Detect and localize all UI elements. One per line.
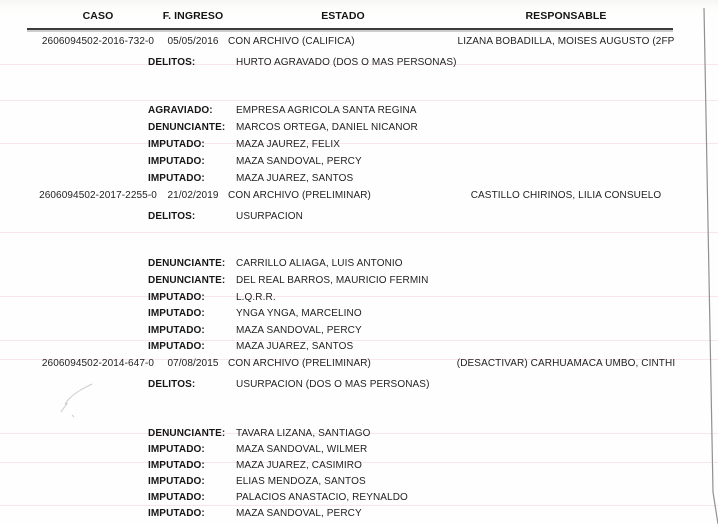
party-row bbox=[0, 155, 718, 168]
party-name: EMPRESA AGRICOLA SANTA REGINA bbox=[236, 105, 417, 116]
party-row bbox=[0, 459, 718, 472]
party-role-label: IMPUTADO: bbox=[148, 492, 205, 503]
party-name: DEL REAL BARROS, MAURICIO FERMIN bbox=[236, 275, 429, 286]
delitos-row bbox=[0, 378, 718, 391]
party-row bbox=[0, 475, 718, 488]
party-row bbox=[0, 291, 718, 304]
scan-pink-line bbox=[0, 505, 718, 506]
party-name: CARRILLO ALIAGA, LUIS ANTONIO bbox=[236, 258, 403, 269]
party-name: ELIAS MENDOZA, SANTOS bbox=[236, 476, 366, 487]
party-role-label: IMPUTADO: bbox=[148, 292, 205, 303]
delitos-row bbox=[0, 56, 718, 69]
party-row bbox=[0, 427, 718, 440]
column-header-responsable: RESPONSABLE bbox=[525, 10, 607, 22]
case-status: CON ARCHIVO (CALIFICA) bbox=[228, 36, 355, 47]
scan-pink-line bbox=[0, 100, 718, 101]
party-name: MAZA JAUREZ, FELIX bbox=[236, 139, 341, 150]
party-role-label: IMPUTADO: bbox=[148, 444, 205, 455]
party-role-label: IMPUTADO: bbox=[148, 460, 205, 471]
case-row bbox=[0, 35, 718, 48]
party-role-label: DENUNCIANTE: bbox=[148, 122, 226, 133]
party-role-label: IMPUTADO: bbox=[148, 508, 205, 519]
delitos-row bbox=[0, 210, 718, 223]
delitos-label: DELITOS: bbox=[148, 57, 196, 68]
delitos-value: USURPACION (DOS O MAS PERSONAS) bbox=[236, 379, 430, 390]
party-row bbox=[0, 104, 718, 117]
case-row bbox=[0, 189, 718, 202]
party-name: TAVARA LIZANA, SANTIAGO bbox=[236, 428, 371, 439]
party-role-label: IMPUTADO: bbox=[148, 173, 205, 184]
party-role-label: DENUNCIANTE: bbox=[148, 275, 226, 286]
party-row bbox=[0, 257, 718, 270]
party-row bbox=[0, 274, 718, 287]
party-role-label: IMPUTADO: bbox=[148, 325, 205, 336]
party-role-label: AGRAVIADO: bbox=[148, 105, 213, 116]
party-name: L.Q.R.R. bbox=[236, 292, 276, 303]
case-number: 2606094502-2017-2255-0 bbox=[39, 190, 157, 201]
party-row bbox=[0, 138, 718, 151]
delitos-value: USURPACION bbox=[236, 211, 303, 222]
case-row bbox=[0, 357, 718, 370]
party-role-label: DENUNCIANTE: bbox=[148, 258, 226, 269]
case-number: 2606094502-2016-732-0 bbox=[41, 36, 155, 47]
scan-pink-line bbox=[0, 232, 718, 233]
party-name: PALACIOS ANASTACIO, REYNALDO bbox=[236, 492, 408, 503]
delitos-value: HURTO AGRAVADO (DOS O MAS PERSONAS) bbox=[236, 57, 457, 68]
party-row bbox=[0, 307, 718, 320]
case-date: 07/08/2015 bbox=[167, 358, 219, 369]
column-header-caso: CASO bbox=[82, 10, 114, 22]
case-responsible: CASTILLO CHIRINOS, LILIA CONSUELO bbox=[470, 190, 662, 201]
party-name: YNGA YNGA, MARCELINO bbox=[236, 308, 362, 319]
case-date: 21/02/2019 bbox=[167, 190, 219, 201]
case-date: 05/05/2016 bbox=[167, 36, 219, 47]
scan-edge-vertical-line bbox=[704, 8, 713, 492]
party-role-label: DENUNCIANTE: bbox=[148, 428, 226, 439]
party-row bbox=[0, 324, 718, 337]
party-row bbox=[0, 121, 718, 134]
case-responsible: (DESACTIVAR) CARHUAMACA UMBO, CINTHI bbox=[456, 358, 676, 369]
delitos-label: DELITOS: bbox=[148, 379, 196, 390]
case-number: 2606094502-2014-647-0 bbox=[41, 358, 155, 369]
party-row bbox=[0, 443, 718, 456]
party-name: MAZA SANDOVAL, PERCY bbox=[236, 156, 362, 167]
party-name: MAZA JUAREZ, CASIMIRO bbox=[236, 460, 363, 471]
header-rule-line bbox=[27, 28, 673, 30]
party-name: MAZA JUAREZ, SANTOS bbox=[236, 341, 354, 352]
delitos-label: DELITOS: bbox=[148, 211, 196, 222]
party-role-label: IMPUTADO: bbox=[148, 476, 205, 487]
column-header-estado: ESTADO bbox=[321, 10, 365, 22]
party-row bbox=[0, 172, 718, 185]
party-name: MAZA SANDOVAL, WILMER bbox=[236, 444, 368, 455]
party-name: MAZA SANDOVAL, PERCY bbox=[236, 325, 362, 336]
column-header-f-ingreso: F. INGRESO bbox=[162, 10, 224, 22]
party-row bbox=[0, 491, 718, 504]
case-responsible: LIZANA BOBADILLA, MOISES AUGUSTO (2FP bbox=[457, 36, 675, 47]
party-name: MARCOS ORTEGA, DANIEL NICANOR bbox=[236, 122, 418, 133]
party-role-label: IMPUTADO: bbox=[148, 308, 205, 319]
case-status: CON ARCHIVO (PRELIMINAR) bbox=[228, 358, 371, 369]
party-row bbox=[0, 507, 718, 520]
party-role-label: IMPUTADO: bbox=[148, 341, 205, 352]
table-header-row bbox=[0, 10, 718, 23]
case-status: CON ARCHIVO (PRELIMINAR) bbox=[228, 190, 371, 201]
party-role-label: IMPUTADO: bbox=[148, 139, 205, 150]
party-name: MAZA SANDOVAL, PERCY bbox=[236, 508, 362, 519]
party-role-label: IMPUTADO: bbox=[148, 156, 205, 167]
party-name: MAZA JUAREZ, SANTOS bbox=[236, 173, 354, 184]
party-row bbox=[0, 340, 718, 353]
